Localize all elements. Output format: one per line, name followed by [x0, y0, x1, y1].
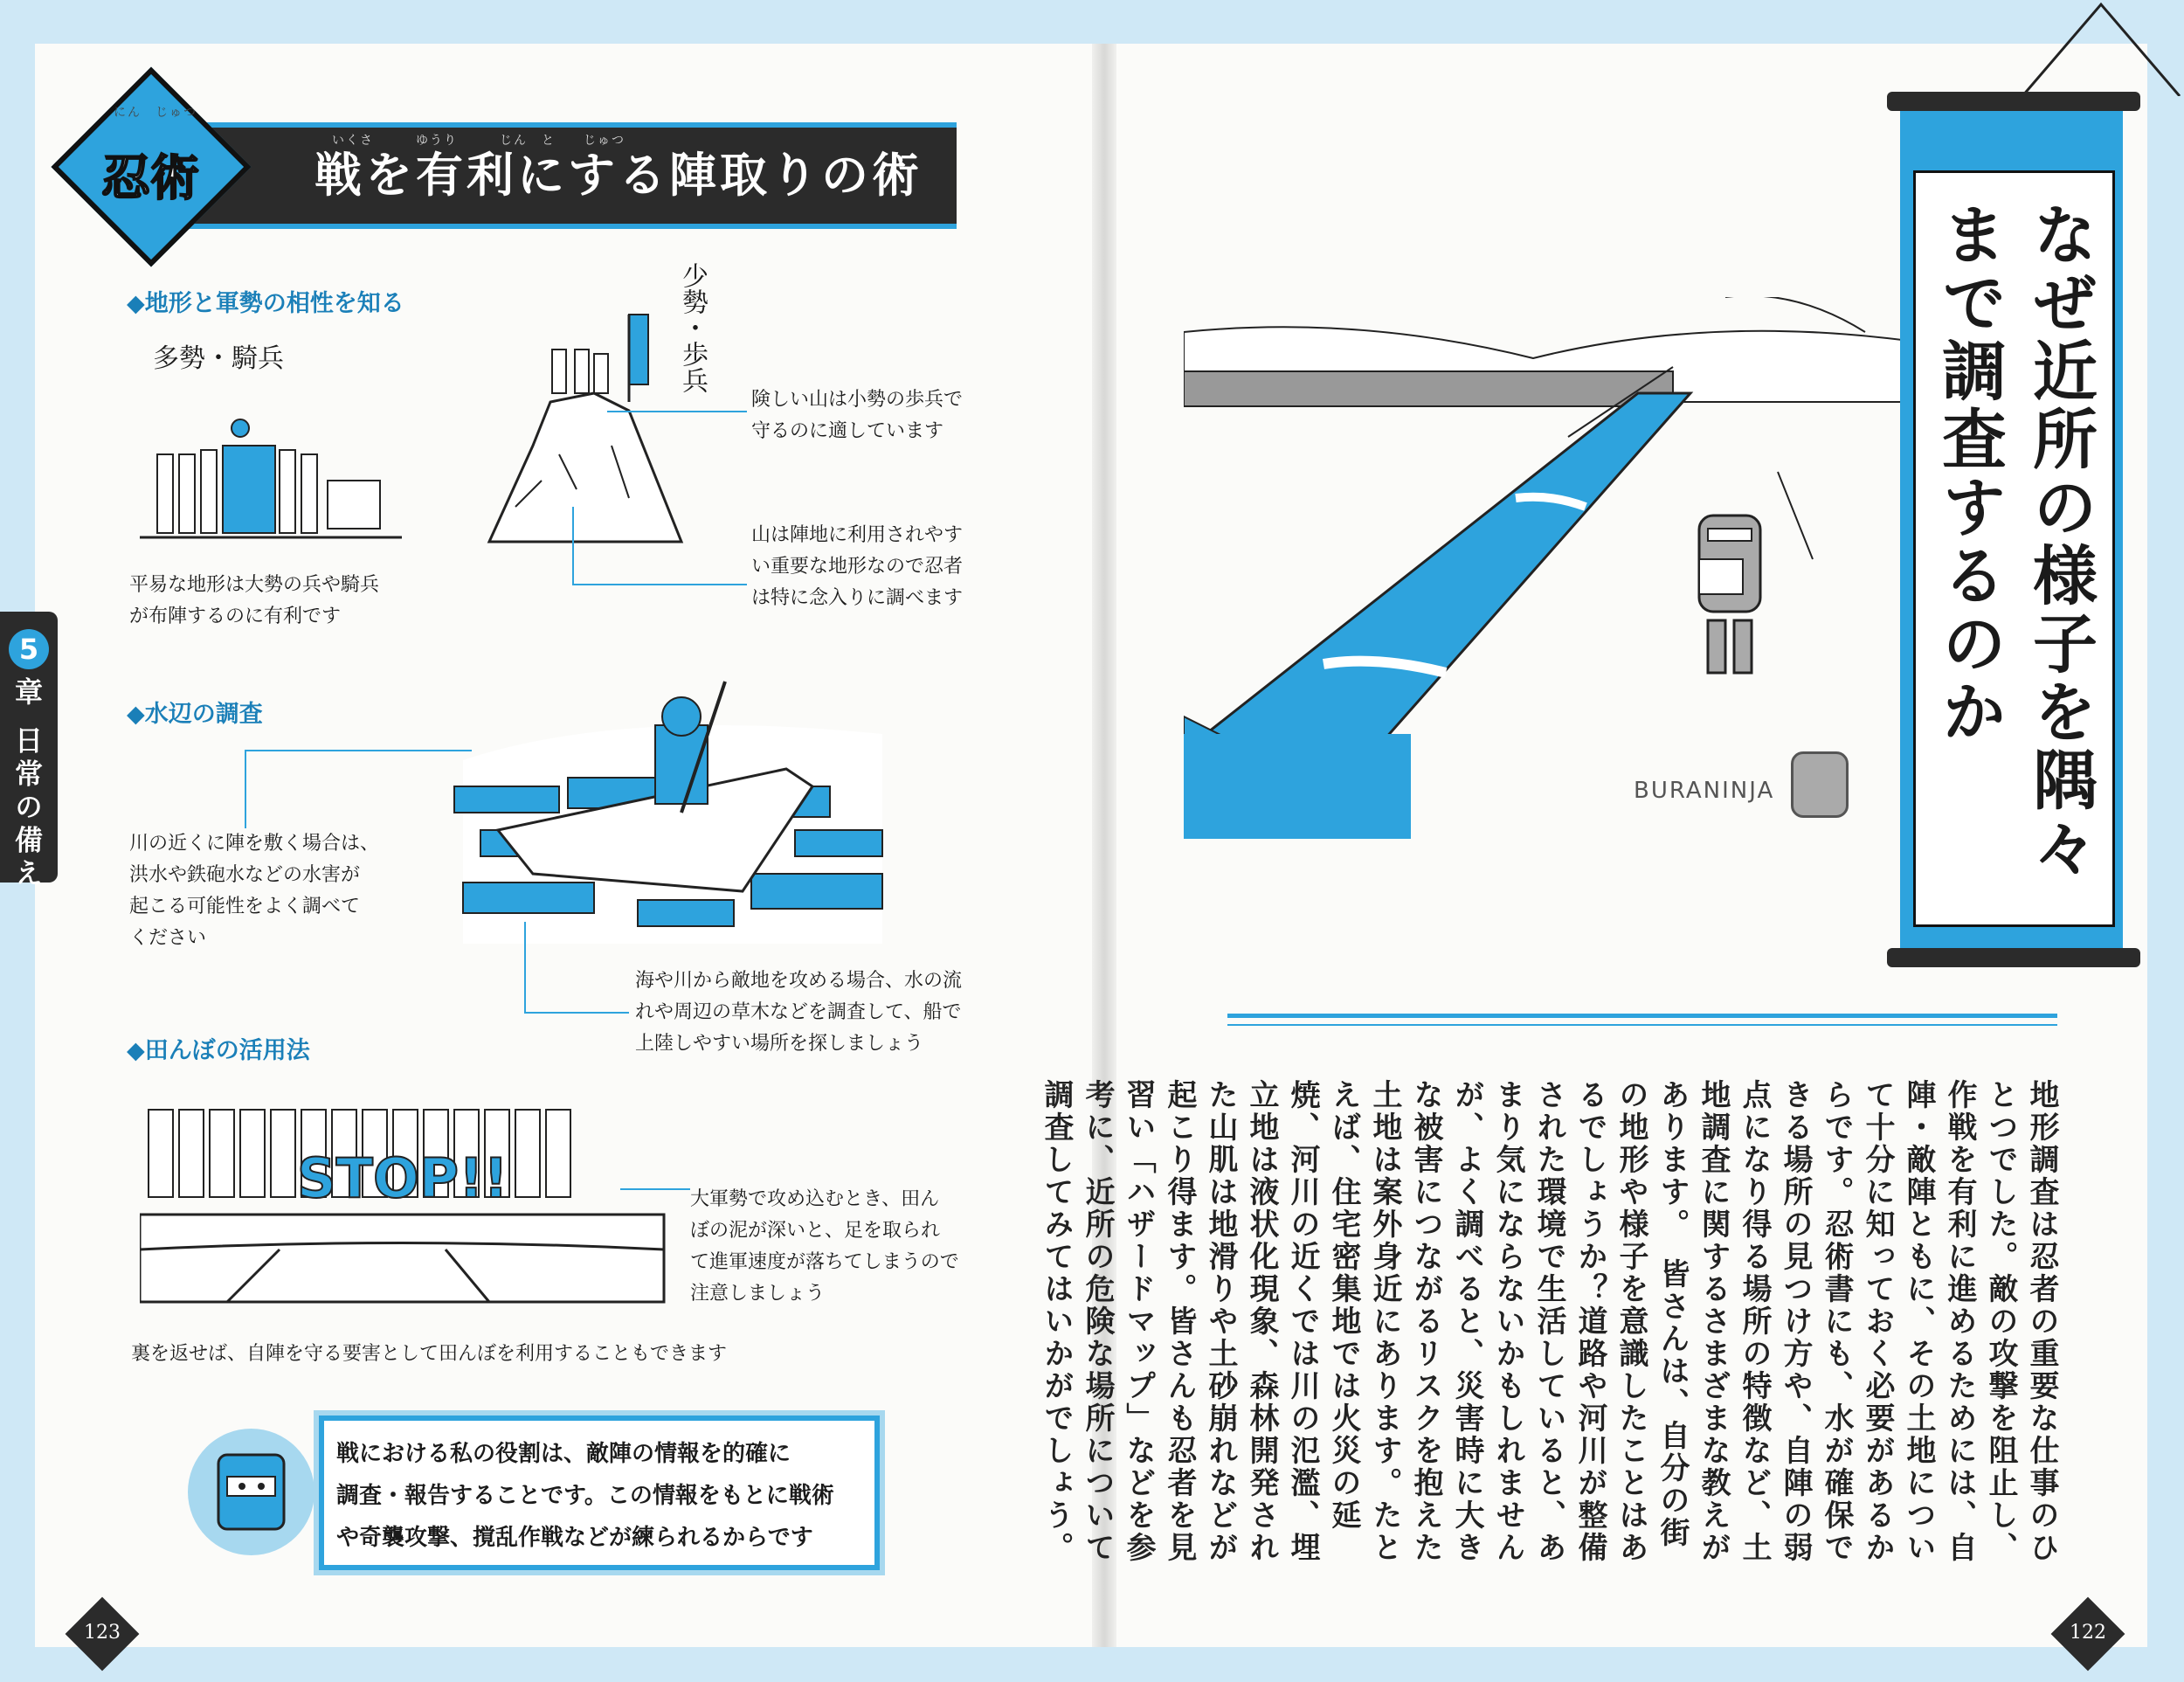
- callout-line: 山は陣地に利用されやす: [751, 524, 964, 546]
- callout-line: い重要な地形なので忍者: [751, 556, 964, 578]
- connector-line: [607, 411, 747, 412]
- ninja-face-icon: [197, 1437, 306, 1547]
- watermark-text: BURANINJA: [1634, 778, 1775, 804]
- callout-line: 上陸しやすい場所を探しましょう: [635, 1033, 924, 1055]
- speech-line: 調査・報告することです。この情報をもとに戦術: [336, 1483, 834, 1509]
- page-number-left: 123: [84, 1622, 121, 1644]
- callout-mountain: [751, 384, 963, 447]
- callout-line: て進軍速度が落ちてしまうので: [690, 1251, 959, 1273]
- buraninja-watermark: [1634, 751, 1852, 804]
- callout-line: 守るのに適しています: [751, 420, 944, 442]
- connector-line: [620, 1188, 690, 1190]
- page-title: 戦を有利にする陣取りの術: [314, 148, 923, 203]
- callout-line: 険しい山は小勢の歩兵で: [751, 389, 964, 411]
- callout-flat: [129, 570, 379, 633]
- section-heading-ricefield: ◆田んぼの活用法: [127, 1037, 310, 1064]
- article-body: 地形調査は忍者の重要な仕事のひとつでした。敵の攻撃を阻止し、作戦を有利に進めるためには、自陣・敵陣ともに、その土地について十分に知っておく必要があるからです。忍術書にも、水が確保できる場所の見つけ方や、自陣の弱点になり得る場所の特徴など、土地調査に関するさまざまな教えがあります。 皆さんは、自分の街の地形や様子を意識したことはあるでしょうか？道路や河川が整備された環境で生活していると、あまり気にならないかもしれませんが、よく調べると、災害時に大きな被害につながるリスクを抱えた土地は案外身近にあります。たとえば、住宅密集地では火災の延焼、河川の近くでは川の氾濫、埋立地は液状化現象、森林開発された山肌は地滑りや土砂崩れなどが起こり得ます。皆さんも忍者を見習い「ハザードマップ」などを参考に、近所の危険な場所について調査してみてはいかがでしょう。: [1039, 1079, 2059, 1564]
- callout-line: 平易な地形は大勢の兵や騎兵: [129, 574, 380, 596]
- callout-line: 海や川から敵地を攻める場合、水の流: [635, 970, 963, 992]
- connector-line: [524, 1012, 629, 1014]
- section-heading-waterside: ◆水辺の調査: [127, 701, 263, 728]
- page-number-right: 122: [2070, 1622, 2106, 1644]
- scroll-string: [2014, 0, 2184, 96]
- callout-sea: [635, 966, 962, 1060]
- ricefield-illustration: [140, 1075, 681, 1337]
- callout-line: 注意しましょう: [690, 1283, 826, 1305]
- speech-line: や奇襲攻撃、撹乱作戦などが練られるからです: [336, 1525, 813, 1551]
- connector-line: [245, 750, 246, 828]
- connector-line: [245, 750, 472, 751]
- callout-line: が布陣するのに有利です: [129, 606, 342, 627]
- callout-line: ください: [129, 927, 207, 949]
- divider-rule: [1227, 1024, 2057, 1026]
- label-large-army: 多勢・騎兵: [153, 343, 284, 374]
- connector-line: [572, 507, 574, 585]
- callout-line: ぼの泥が深いと、足を取られ: [690, 1220, 941, 1242]
- callout-line: 洪水や鉄砲水などの水害が: [129, 864, 361, 886]
- callout-field: [690, 1184, 959, 1310]
- title-ruby: いくさ ゆうり じん と じゅつ: [332, 134, 625, 148]
- speech-text: [336, 1433, 860, 1559]
- callout-mountain-2: [751, 520, 963, 614]
- scroll-title: なぜ近所の様子を隅々まで調査するのか: [1932, 201, 2098, 883]
- callout-line: は特に念入りに調べます: [751, 587, 964, 609]
- scroll-rod-bottom: [1887, 948, 2140, 967]
- badge-ruby: にん じゅつ: [114, 106, 197, 120]
- callout-line: 起こる可能性をよく調べて: [129, 896, 361, 917]
- label-small-army: 少勢・歩兵: [677, 262, 708, 393]
- ricefield-caption: 裏を返せば、自陣を守る要害として田んぼを利用することもできます: [131, 1343, 728, 1365]
- chapter-label: 章 日常の備え: [10, 677, 44, 892]
- callout-line: 大軍勢で攻め込むとき、田ん: [690, 1188, 940, 1210]
- callout-line: 川の近くに陣を敷く場合は、: [129, 833, 380, 855]
- connector-line: [524, 922, 526, 1014]
- boat-illustration: [446, 655, 900, 944]
- scroll-rod-top: [1887, 92, 2140, 111]
- connector-line: [572, 584, 747, 585]
- chapter-number: 5: [9, 629, 49, 669]
- speech-line: 戦における私の役割は、敵陣の情報を的確に: [336, 1441, 791, 1467]
- divider-rule: [1227, 1014, 2057, 1018]
- terrain-illustration: [140, 280, 699, 559]
- badge-label: 忍術: [101, 150, 199, 207]
- stop-label: STOP!!: [297, 1146, 508, 1210]
- callout-river: [129, 828, 379, 954]
- callout-line: れや周辺の草木などを調査して、船で: [635, 1001, 962, 1023]
- ninja-head-icon: [1791, 751, 1849, 818]
- section-heading-terrain: ◆地形と軍勢の相性を知る: [127, 290, 404, 317]
